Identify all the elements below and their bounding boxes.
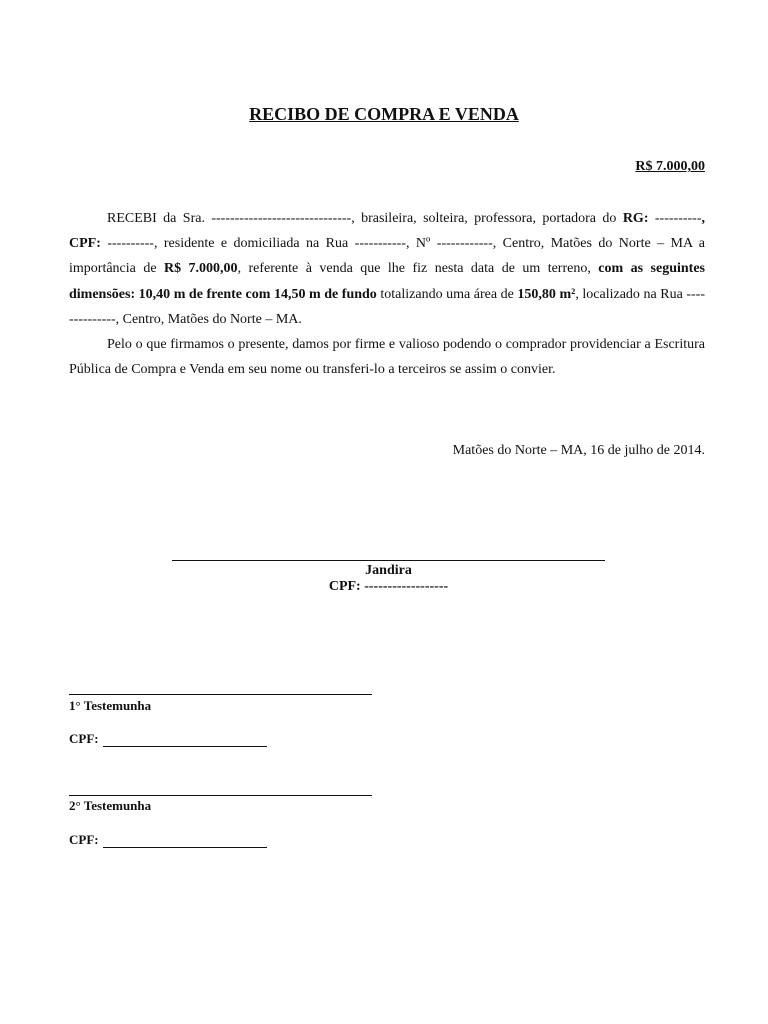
paragraph-receipt xyxy=(69,206,705,332)
text-segment: , referente à venda que lhe fiz nesta data de um terreno, xyxy=(237,261,599,277)
witness-1-cpf-label: CPF: xyxy=(69,731,99,746)
receipt-body xyxy=(69,206,705,382)
text-segment: RECEBI da Sra. ------------------------------, brasileira, solteira, professora, portadora do xyxy=(107,211,623,226)
witness-1-cpf-blank xyxy=(103,734,267,747)
witness-2-label: 2° Testemunha xyxy=(69,798,152,813)
rg-label: RG: xyxy=(622,211,649,226)
signer-name: Jandira xyxy=(365,563,412,578)
area-text: 150,80 m² xyxy=(517,286,576,302)
witness-1-label: 1° Testemunha xyxy=(69,698,152,713)
witness-2-cpf-blank xyxy=(103,835,267,848)
text-segment: ----------, residente e domiciliada na Rua -----------, Nº ------------, Centro, Matões do Norte – MA a importância de xyxy=(69,236,705,277)
witness-2-cpf xyxy=(69,832,267,848)
cpf-label: , CPF: xyxy=(69,211,705,252)
signer-block xyxy=(172,563,605,595)
witness-2-cpf-label: CPF: xyxy=(69,832,99,847)
signer-cpf: CPF: ------------------ xyxy=(328,579,449,594)
date-line: Matões do Norte – MA, 16 de julho de 2014. xyxy=(452,443,705,458)
amount-inline: R$ 7.000,00 xyxy=(163,261,238,277)
witness-1-cpf xyxy=(69,731,267,747)
signature-line xyxy=(172,560,605,561)
paragraph-agreement: Pelo o que firmamos o presente, damos por firme e valioso podendo o comprador providenciar a Escritura Pública de Compra e Venda em seu nome ou transferi-lo a terceiros se assim o convier. xyxy=(69,337,705,378)
document-title: RECIBO DE COMPRA E VENDA xyxy=(249,104,519,124)
receipt-amount: R$ 7.000,00 xyxy=(635,159,705,174)
witness-2-signature-line xyxy=(69,795,372,796)
text-segment: ---------- xyxy=(648,211,702,226)
text-segment: totalizando uma área de xyxy=(376,286,518,302)
text-segment: , localizado na Rua --------------, Centro, Matões do Norte – MA. xyxy=(69,286,705,327)
dimensions-text: com as seguintes dimensões: 10,40 m de frente com 14,50 m de fundo xyxy=(69,261,705,302)
witness-1-signature-line xyxy=(69,694,372,695)
